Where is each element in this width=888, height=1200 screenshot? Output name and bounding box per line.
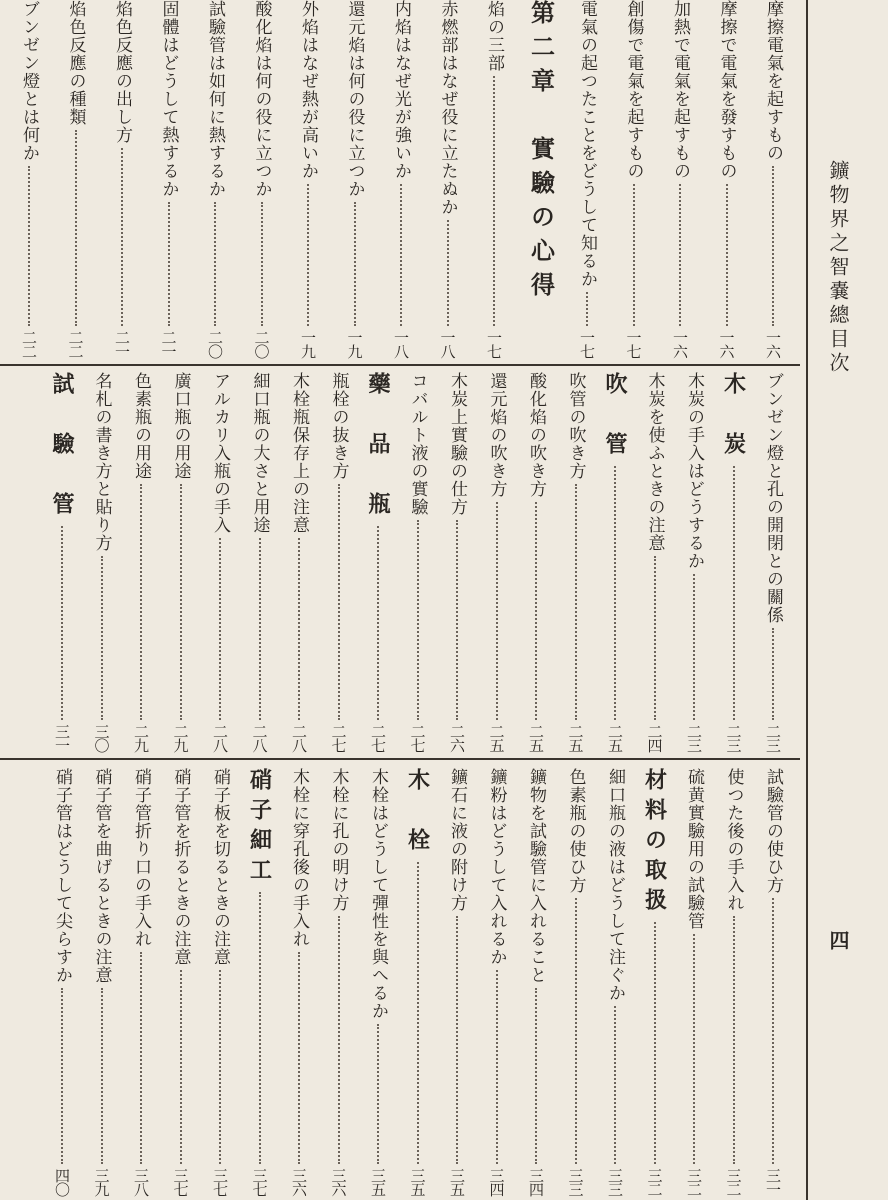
toc-entry-title: 木炭の手入はどうするか [684,372,704,570]
toc-entry [570,0,604,358]
toc-entry [203,372,237,752]
leader-dots [679,184,681,326]
toc-entry [559,768,593,1196]
leader-dots [140,952,142,1164]
leader-dots [259,892,261,1164]
toc-entry-page: 二五 [566,724,585,752]
leader-dots [140,484,142,720]
toc-entry-title: 硝子細工 [246,768,273,888]
toc-entry-page: 二八 [290,724,308,752]
toc-entry [401,768,435,1196]
leader-dots [575,484,577,720]
leader-dots [456,916,458,1164]
leader-dots [298,538,300,720]
toc-entry-page: 一七 [485,330,503,358]
toc-entry-title: 使つた後の手入れ [723,768,744,912]
toc-entry-title: 赤燃部はなぜ役に立たぬか [437,0,458,216]
toc-entry-title: 木 炭 [720,372,747,462]
toc-entry-title: 木栓に穿孔後の手入れ [289,768,309,948]
toc-entry [401,372,435,752]
toc-entry-title: 廣口瓶の用途 [170,372,191,480]
toc-entry [124,768,158,1196]
toc-entry-page: 三一 [764,1168,782,1196]
toc-entry-title: コバルト液の實驗 [407,372,428,516]
toc-entry [480,372,514,752]
toc-entry [152,0,186,358]
toc-entry-page: 二三 [685,724,703,752]
toc-entry-title: 硝子管折り口の手入れ [131,768,151,948]
leader-dots [733,466,735,720]
leader-dots [75,130,77,326]
leader-dots [726,184,728,326]
toc-entry-title: 焰色反應の出し方 [112,0,132,144]
leader-dots [219,970,221,1164]
toc-entry-title: 藥 品 瓶 [365,372,391,522]
toc-entry-page: 三四 [527,1168,545,1196]
toc-entry [559,372,593,752]
toc-entry-page: 二三 [764,724,782,752]
toc-entry [361,768,395,1196]
toc-entry-page: 二八 [250,724,269,752]
leader-dots [496,502,498,720]
toc-entry-title: 内焰はなぜ光が強いか [391,0,411,180]
toc-entry [282,372,316,752]
toc-entry [282,768,316,1196]
toc-entry [617,0,651,358]
toc-entry-page: 一八 [438,330,457,358]
toc-entry-page: 三五 [369,1168,387,1196]
leader-dots [61,988,63,1164]
leader-dots [121,148,123,326]
toc-entry-title: 焰色反應の種類 [65,0,86,126]
leader-dots [772,898,774,1164]
toc-entry-title: 外焰はなぜ熱が高いか [298,0,318,180]
toc-entry [677,372,711,752]
leader-dots [307,184,309,326]
toc-entry-page: 二三 [724,724,743,752]
book-title: 鑛物界之智嚢總目次 [826,160,850,376]
toc-entry [519,372,553,752]
leader-dots [614,466,616,720]
toc-entry-page: 一八 [392,330,410,358]
toc-entry-page: 二一 [113,330,131,358]
leader-dots [338,484,340,720]
toc-entry [322,768,356,1196]
toc-entry-title: 還元焰の吹き方 [486,372,507,498]
leader-dots [101,556,103,720]
toc-entry-page: 三二 [685,1168,703,1196]
toc-entry [291,0,325,358]
toc-entry-page: 二七 [369,724,387,752]
leader-dots [101,988,103,1164]
leader-dots [417,862,419,1164]
toc-entry-title: 第二章 實驗の心得 [526,0,556,306]
toc-entry-title: 細口瓶の大さと用途 [249,372,270,534]
leader-dots [535,502,537,720]
toc-entry [12,0,46,358]
toc-entry-title: 吹管の吹き方 [565,372,586,480]
toc-entry [677,768,711,1196]
toc-entry-title: 鑛物を試驗管に入れること [526,768,546,984]
toc-entry-title: 鑛粉はどうして入れるか [486,768,507,966]
toc-entry [524,0,558,358]
toc-entry-page: 三七 [250,1168,269,1196]
toc-entry-title: ブンゼン燈と孔の開閉との關係 [763,372,783,624]
leader-dots [614,1006,616,1164]
toc-entry [717,372,751,752]
toc-entry [85,372,119,752]
leader-dots [28,166,30,326]
leader-dots [693,934,695,1164]
toc-entry-title: 木栓に孔の明け方 [328,768,349,912]
toc-entry [638,768,672,1196]
toc-entry [164,372,198,752]
toc-entry-title: 試 驗 管 [49,372,75,522]
toc-entry-title: 硝子管を折るときの注意 [170,768,191,966]
toc-entry-title: 硫黄實驗用の試驗管 [684,768,704,930]
toc-entry [203,768,237,1196]
toc-entry [663,0,697,358]
toc-entry-page: 一六 [671,330,689,358]
toc-entry [598,372,632,752]
leader-dots [535,988,537,1164]
running-header [816,0,860,1200]
toc-entry-title: 木炭を使ふときの注意 [644,372,665,552]
toc-entry [59,0,93,358]
leader-dots [693,574,695,720]
toc-entry [45,768,79,1196]
leader-dots [493,76,495,326]
toc-entry-title: 還元焰は何の役に立つか [344,0,365,198]
toc-entry-page: 二〇 [206,330,224,358]
toc-entry-page: 三二 [724,1168,743,1196]
leader-dots [377,1024,379,1164]
leader-dots [417,520,419,720]
band-divider-1 [0,364,800,366]
toc-entry [245,0,279,358]
toc-entry-title: 固體はどうして熱するか [158,0,179,198]
leader-dots [654,556,656,720]
leader-dots [168,202,170,326]
toc-entry-page: 三八 [132,1168,150,1196]
toc-entry-page: 四〇 [53,1168,71,1196]
leader-dots [259,538,261,720]
toc-entry-page: 一六 [717,330,736,358]
leader-dots [298,952,300,1164]
toc-entry-page: 三七 [171,1168,190,1196]
toc-entry-title: 木栓瓶保存上の注意 [289,372,309,534]
toc-entry-page: 一九 [345,330,364,358]
toc-entry [338,0,372,358]
leader-dots [633,184,635,326]
toc-entry-page: 二二 [66,330,85,358]
toc-entry [717,768,751,1196]
toc-entry-page: 三〇 [92,724,111,752]
toc-entry [105,0,139,358]
toc-entry-page: 一九 [299,330,317,358]
leader-dots [400,184,402,326]
toc-entry-title: 色素瓶の使ひ方 [565,768,586,894]
toc-entry [756,768,790,1196]
toc-entry-title: 鑛石に液の附け方 [447,768,467,912]
toc-entry-page: 二〇 [252,330,271,358]
toc-entry-title: ブンゼン燈とは何か [19,0,39,162]
toc-entry [85,768,119,1196]
toc-entry-title: 名札の書き方と貼り方 [91,372,112,552]
toc-entry-page: 三一 [53,724,71,752]
toc-entry [164,768,198,1196]
header-rule [806,0,808,1200]
toc-entry [431,0,465,358]
toc-entry-page: 二五 [487,724,506,752]
toc-entry-title: 電氣の起つたことをどうして知るか [577,0,597,288]
toc-entry-title: 硝子板を切るときの注意 [210,768,230,966]
toc-entry-page: 二二 [20,330,38,358]
toc-entry-page: 二一 [159,330,178,358]
toc-entry-page: 二九 [171,724,190,752]
toc-entry-title: 色素瓶の用途 [131,372,151,480]
toc-entry-title: 創傷で電氣を起すもの [623,0,644,180]
leader-dots [180,484,182,720]
toc-entry-title: アルカリ入瓶の手入 [210,372,230,534]
leader-dots [377,526,379,720]
toc-entry [384,0,418,358]
toc-entry-page: 三六 [329,1168,348,1196]
toc-entry-title: 酸化焰の吹き方 [526,372,546,498]
toc-entry-page: 三七 [211,1168,229,1196]
leader-dots [772,628,774,720]
toc-entry-page: 二九 [132,724,150,752]
toc-entry [756,0,790,358]
toc-entry-page: 一七 [578,330,596,358]
leader-dots [219,538,221,720]
toc-entry-title: 瓶栓の抜き方 [328,372,349,480]
toc-entry [440,372,474,752]
toc-entry [756,372,790,752]
toc-entry [477,0,511,358]
toc-entry-page: 二六 [448,724,466,752]
toc-entry-page: 二七 [408,724,427,752]
toc-entry-title: 硝子管はどうして尖らすか [52,768,72,984]
toc-entry-title: 木炭上實驗の仕方 [447,372,467,516]
toc-entry-title: 吹 管 [602,372,628,462]
toc-entry-page: 一七 [624,330,643,358]
leader-dots [586,292,588,326]
toc-entry [243,768,277,1196]
toc-entry-title: 酸化焰は何の役に立つか [251,0,272,198]
toc-entry-page: 二七 [329,724,348,752]
toc-entry [124,372,158,752]
toc-entry-title: 細口瓶の液はどうして注ぐか [605,768,625,1002]
toc-entry-title: 加熱で電氣を起すもの [670,0,690,180]
toc-entry [45,372,79,752]
toc-entry [440,768,474,1196]
leader-dots [575,898,577,1164]
leader-dots [261,202,263,326]
leader-dots [496,970,498,1164]
toc-entry-title: 木 栓 [404,768,431,858]
toc-entry-title: 摩擦電氣を起すもの [763,0,783,162]
toc-entry [710,0,744,358]
leader-dots [338,916,340,1164]
toc-entry-title: 摩擦で電氣を發すもの [716,0,737,180]
toc-entry-page: 三四 [487,1168,506,1196]
toc-entry-page: 三三 [606,1168,624,1196]
toc-entry-title: 試驗管は如何に熱するか [205,0,225,198]
page-number: 四 [826,930,850,950]
toc-entry [322,372,356,752]
toc-entry [519,768,553,1196]
leader-dots [772,166,774,326]
toc-entry-page: 二五 [606,724,624,752]
toc-entry-page: 三五 [408,1168,427,1196]
toc-entry [198,0,232,358]
toc-entry [243,372,277,752]
toc-entry-page: 三三 [566,1168,585,1196]
toc-entry-page: 二四 [645,724,664,752]
band-divider-2 [0,758,800,760]
toc-entry-title: 焰の三部 [484,0,504,72]
leader-dots [214,202,216,326]
toc-entry-title: 硝子管を曲げるときの注意 [91,768,112,984]
leader-dots [733,916,735,1164]
toc-entry-page: 一六 [764,330,782,358]
toc-entry-page: 二五 [527,724,545,752]
toc-entry [361,372,395,752]
toc-entry-page: 三二 [645,1168,664,1196]
leader-dots [354,202,356,326]
toc-entry [638,372,672,752]
leader-dots [456,520,458,720]
toc-entry-page: 三六 [290,1168,308,1196]
toc-entry-page: 三九 [92,1168,111,1196]
leader-dots [447,220,449,326]
toc-entry [480,768,514,1196]
leader-dots [61,526,63,720]
toc-entry-page: 二八 [211,724,229,752]
toc-entry-title: 木栓はどうして彈性を與へるか [368,768,388,1020]
toc-entry-page: 三五 [448,1168,466,1196]
toc-entry [598,768,632,1196]
toc-entry-title: 材料の取扱 [641,768,668,918]
toc-entry-title: 試驗管の使ひ方 [763,768,783,894]
leader-dots [654,922,656,1164]
leader-dots [180,970,182,1164]
